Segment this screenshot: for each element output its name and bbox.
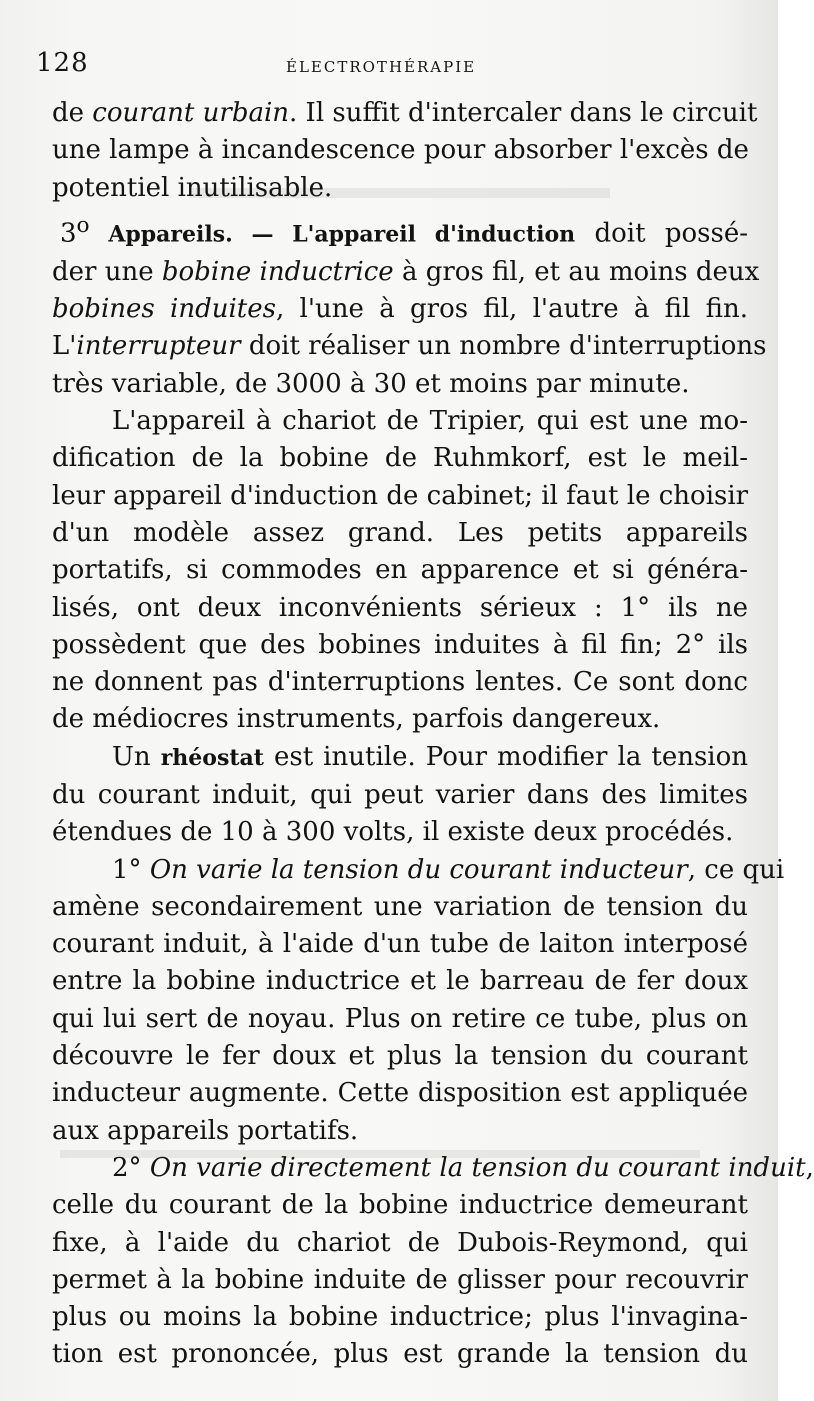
text-line: très variable, de 3000 à 30 et moins par minute.	[52, 368, 690, 399]
text-line: possèdent que des bobines induites à fil fin; 2° ils	[52, 629, 748, 660]
text-line: lisés, ont deux inconvénients sérieux : 1° ils ne	[52, 592, 748, 623]
page-right-margin	[778, 0, 800, 1401]
text-line: plus ou moins la bobine inductrice; plus l'invagina-	[52, 1302, 748, 1333]
page-number: 128	[36, 48, 89, 78]
text-line: aux appareils portatifs.	[52, 1115, 359, 1146]
text-line: leur appareil d'induction de cabinet; il faut le choisir	[52, 480, 749, 511]
page-header	[36, 48, 736, 88]
text-line: une lampe à incandescence pour absorber l'excès de	[52, 135, 749, 166]
text-line: der une bobine inductrice à gros fil, et au moins deux	[52, 256, 760, 287]
text-line: L'interrupteur doit réaliser un nombre d'interruptions	[52, 331, 767, 362]
text-line: celle du courant de la bobine inductrice demeurant	[52, 1190, 748, 1221]
text-line: amène secondairement une variation de tension du	[52, 891, 748, 922]
text-line: 3$^o$ Appareils. — L'appareil d'induction doit possé-	[60, 212, 749, 249]
text-line: portatifs, si commodes en apparence et si généra-	[52, 555, 748, 586]
text-line: du courant induit, qui peut varier dans des limites	[52, 780, 748, 810]
text-line: permet à la bobine induite de glisser pour recouvrir	[52, 1264, 748, 1295]
text-line: tion est prononcée, plus est grande la tension du	[52, 1339, 748, 1370]
text-line: Un rhéostat est inutile. Pour modifier la tension	[112, 741, 749, 772]
body-text	[52, 95, 814, 1374]
text-line: 1° On varie la tension du courant inducteur, ce qui	[112, 854, 785, 885]
text-line: découvre le fer doux et plus la tension du courant	[52, 1041, 748, 1072]
text-line: ne donnent pas d'interruptions lentes. Ce sont donc	[52, 667, 748, 698]
text-line: entre la bobine inductrice et le barreau de fer doux	[52, 966, 748, 997]
running-title: ÉLECTROTHÉRAPIE	[286, 58, 477, 76]
text-line: de médiocres instruments, parfois dangereux.	[52, 704, 661, 735]
text-line: inducteur augmente. Cette disposition est appliquée	[52, 1078, 748, 1109]
text-line: fixe, à l'aide du chariot de Dubois-Reymond, qui	[52, 1227, 748, 1258]
text-line: bobines induites, l'une à gros fil, l'autre à fil fin.	[52, 294, 748, 325]
text-line: de courant urbain. Il suffit d'intercaler dans le circuit	[52, 98, 758, 128]
text-line: qui lui sert de noyau. Plus on retire ce tube, plus on	[52, 1003, 748, 1034]
text-line: d'un modèle assez grand. Les petits appareils	[52, 517, 748, 548]
text-line: dification de la bobine de Ruhmkorf, est le meil-	[52, 443, 748, 474]
text-line: 2° On varie directement la tension du courant induit,	[112, 1152, 814, 1183]
text-line: étendues de 10 à 300 volts, il existe deux procédés.	[52, 817, 734, 848]
text-line: potentiel inutilisable.	[52, 172, 333, 203]
text-line: courant induit, à l'aide d'un tube de laiton interposé	[52, 929, 748, 960]
text-line: L'appareil à chariot de Tripier, qui est une mo-	[112, 406, 748, 437]
